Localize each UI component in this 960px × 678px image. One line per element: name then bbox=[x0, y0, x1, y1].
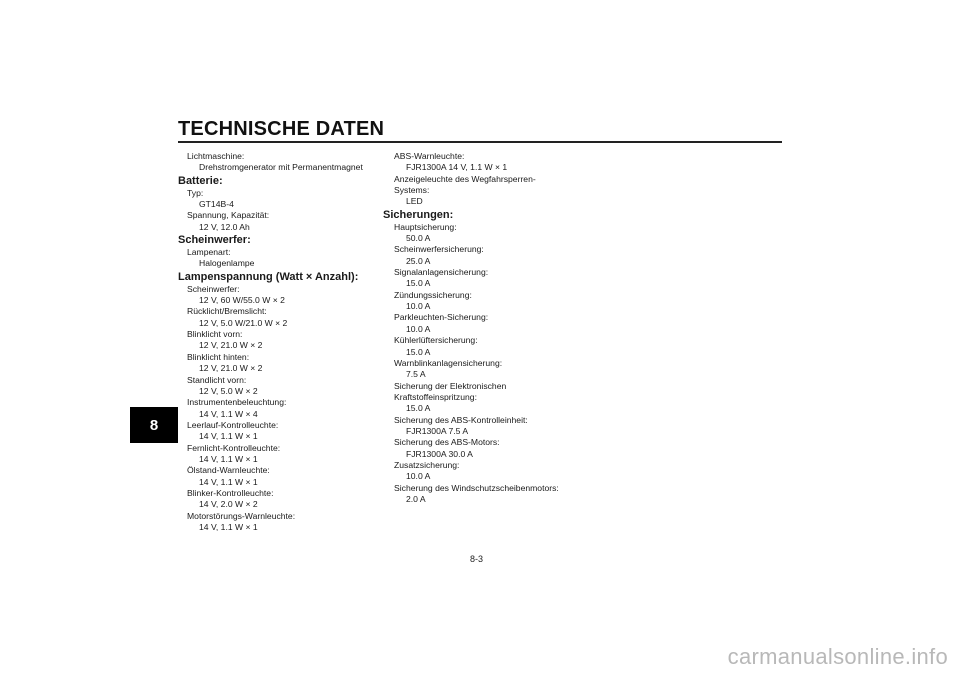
spec-value: GT14B-4 bbox=[199, 199, 234, 210]
spec-value: FJR1300A 14 V, 1.1 W × 1 bbox=[406, 162, 508, 173]
spec-label: Scheinwerfersicherung: bbox=[394, 244, 484, 255]
spec-label: Parkleuchten-Sicherung: bbox=[394, 312, 489, 323]
spec-value: 12 V, 21.0 W × 2 bbox=[199, 363, 263, 374]
spec-value: 10.0 A bbox=[406, 323, 431, 334]
spec-label: Fernlicht-Kontrolleuchte: bbox=[187, 442, 281, 453]
spec-value: 12 V, 60 W/55.0 W × 2 bbox=[199, 295, 285, 306]
spec-label: Hauptsicherung: bbox=[394, 221, 457, 232]
spec-value: 7.5 A bbox=[406, 369, 426, 380]
spec-value: 12 V, 5.0 W × 2 bbox=[199, 385, 258, 396]
page-title: TECHNISCHE DATEN bbox=[178, 118, 385, 140]
spec-label: Lampenart: bbox=[187, 247, 231, 258]
spec-label: ABS-Warnleuchte: bbox=[394, 151, 465, 161]
spec-label: Ölstand-Warnleuchte: bbox=[187, 465, 270, 476]
spec-value: 12 V, 21.0 W × 2 bbox=[199, 340, 263, 351]
spec-label: Lichtmaschine: bbox=[187, 151, 245, 161]
spec-label: Sicherung des ABS-Motors: bbox=[394, 437, 500, 448]
spec-label: Leerlauf-Kontrolleuchte: bbox=[187, 419, 279, 430]
spec-value: 50.0 A bbox=[406, 233, 431, 244]
section-heading: Scheinwerfer: bbox=[178, 234, 251, 247]
spec-column-left bbox=[178, 151, 383, 533]
section-heading: Batterie: bbox=[178, 174, 223, 187]
spec-value: 14 V, 1.1 W × 1 bbox=[199, 476, 258, 487]
spec-value: Halogenlampe bbox=[199, 258, 255, 269]
section-heading: Lampenspannung (Watt × Anzahl): bbox=[178, 270, 359, 283]
spec-value: 10.0 A bbox=[406, 471, 431, 482]
spec-value: 2.0 A bbox=[406, 493, 426, 504]
spec-value: FJR1300A 7.5 A bbox=[406, 425, 469, 436]
watermark: carmanualsonline.info bbox=[727, 644, 948, 669]
spec-value: 14 V, 1.1 W × 1 bbox=[199, 453, 258, 464]
spec-label: Typ: bbox=[187, 187, 204, 198]
title-divider bbox=[178, 141, 782, 143]
spec-label: Systems: bbox=[394, 185, 430, 196]
spec-value: 14 V, 2.0 W × 2 bbox=[199, 499, 258, 510]
spec-label: Scheinwerfer: bbox=[187, 283, 240, 294]
spec-label: Blinklicht vorn: bbox=[187, 329, 243, 340]
spec-value: 15.0 A bbox=[406, 403, 431, 414]
spec-label: Anzeigeleuchte des Wegfahrsperren- bbox=[394, 173, 536, 184]
spec-column-right bbox=[383, 151, 588, 505]
spec-label: Spannung, Kapazität: bbox=[187, 210, 270, 221]
spec-label: Blinker-Kontrolleuchte: bbox=[187, 487, 274, 498]
spec-value: 12 V, 5.0 W/21.0 W × 2 bbox=[199, 317, 288, 328]
spec-value: 10.0 A bbox=[406, 301, 431, 312]
spec-value: 15.0 A bbox=[406, 278, 431, 289]
spec-value: FJR1300A 30.0 A bbox=[406, 448, 473, 459]
spec-value: LED bbox=[406, 196, 423, 207]
spec-label: Standlicht vorn: bbox=[187, 374, 247, 385]
spec-label: Blinklicht hinten: bbox=[187, 351, 250, 362]
spec-label: Sicherung der Elektronischen bbox=[394, 380, 507, 391]
spec-value: 14 V, 1.1 W × 1 bbox=[199, 521, 258, 532]
spec-label: Kühlerlüftersicherung: bbox=[394, 335, 478, 346]
spec-value: 12 V, 12.0 Ah bbox=[199, 221, 250, 232]
chapter-tab: 8 bbox=[130, 407, 178, 443]
spec-value: 14 V, 1.1 W × 4 bbox=[199, 408, 258, 419]
page-number: 8-3 bbox=[470, 554, 484, 564]
spec-label: Zündungssicherung: bbox=[394, 289, 472, 300]
spec-label: Instrumentenbeleuchtung: bbox=[187, 397, 287, 408]
spec-label: Signalanlagensicherung: bbox=[394, 267, 489, 278]
spec-label: Motorstörungs-Warnleuchte: bbox=[187, 510, 296, 521]
spec-value: 15.0 A bbox=[406, 346, 431, 357]
spec-value: 14 V, 1.1 W × 1 bbox=[199, 431, 258, 442]
spec-label: Zusatzsicherung: bbox=[394, 459, 460, 470]
section-heading: Sicherungen: bbox=[383, 208, 454, 221]
spec-label: Sicherung des ABS-Kontrolleinheit: bbox=[394, 414, 528, 425]
spec-label: Kraftstoffeinspritzung: bbox=[394, 391, 477, 402]
spec-label: Rücklicht/Bremslicht: bbox=[187, 306, 267, 317]
spec-label: Sicherung des Windschutzscheibenmotors: bbox=[394, 482, 559, 493]
spec-value: Drehstromgenerator mit Permanentmagnet bbox=[199, 162, 363, 173]
spec-value: 25.0 A bbox=[406, 255, 431, 266]
spec-label: Warnblinkanlagensicherung: bbox=[394, 357, 503, 368]
